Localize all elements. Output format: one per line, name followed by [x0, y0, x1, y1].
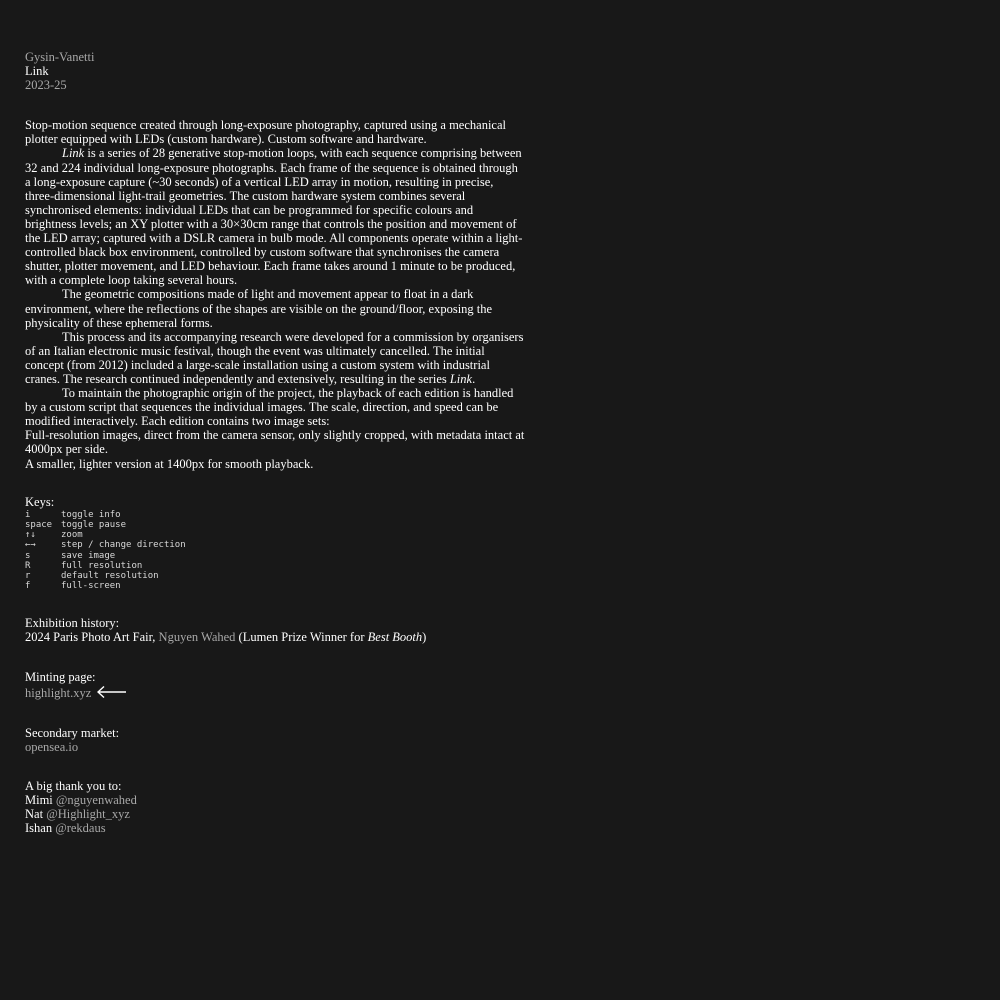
minting-row — [25, 686, 127, 700]
minting-section — [25, 670, 525, 700]
artist-name: Gysin-Vanetti — [25, 50, 95, 64]
key-action: save image — [61, 550, 116, 561]
key-row — [25, 510, 525, 520]
thanks-handle-link[interactable]: @nguyenwahed — [55, 793, 137, 807]
exhibition-mid: (Lumen Prize Winner for — [235, 630, 368, 645]
thanks-name: Mimi — [25, 793, 53, 807]
key-action: toggle info — [61, 509, 121, 520]
key-action: full-screen — [61, 581, 121, 592]
minting-link[interactable]: highlight.xyz — [25, 685, 92, 700]
description-paragraph-1 — [25, 146, 525, 287]
description-paragraph-4: To maintain the photographic origin of the project, the playback of each edition is handled by a custom script that sequences the individual images. The scale, direction, and speed can be modified interactively. Each edition contains two image sets: — [25, 386, 514, 429]
artwork-title: Link — [25, 64, 49, 79]
key-action: step / change direction — [61, 540, 186, 551]
key-name: i — [25, 509, 31, 520]
secondary-market-section — [25, 726, 525, 754]
thanks-name: Nat — [25, 807, 44, 822]
keys-section — [25, 495, 525, 592]
thanks-list — [25, 793, 525, 835]
keys-title: Keys: — [25, 494, 55, 509]
thanks-handle-link[interactable]: @Highlight_xyz — [46, 807, 130, 822]
key-action: full resolution — [61, 560, 143, 571]
info-panel — [25, 50, 525, 835]
exhibition-prefix: 2024 Paris Photo Art Fair, — [25, 630, 159, 645]
image-set-1: Full-resolution images, direct from the camera sensor, only slightly cropped, with metadata intact at 4000px per side. — [25, 428, 525, 457]
header — [25, 50, 525, 92]
series-title-italic: Link — [62, 146, 85, 161]
key-action: zoom — [61, 530, 83, 541]
description-paragraph-2: The geometric compositions made of light and movement appear to float in a dark environment, where the reflections of the shapes are visible on the ground/floor, exposing the physicality of these ephemeral forms. — [25, 287, 493, 330]
description-paragraph-3-text: This process and its accompanying research were developed for a commission by organisers of an Italian electronic music festival, though the event was ultimately cancelled. The initial concept (from 2012) included a large-scale installation using a custom system with industrial cranes. The research continued independently and extensively, resulting in the series — [25, 329, 524, 386]
arrow-left-icon — [97, 686, 127, 698]
key-name: f — [25, 581, 31, 592]
gallery-link[interactable]: Nguyen Wahed — [158, 630, 236, 645]
key-row — [25, 561, 525, 571]
key-row — [25, 540, 525, 550]
thanks-row — [25, 821, 525, 835]
key-name: R — [25, 560, 31, 571]
series-title-italic-2: Link — [449, 371, 473, 386]
image-set-2: A smaller, lighter version at 1400px for smooth playback. — [25, 456, 314, 471]
thanks-row — [25, 793, 525, 807]
award-title: Best Booth — [367, 630, 423, 645]
artwork-years: 2023-25 — [25, 78, 67, 93]
description-paragraph-3 — [25, 330, 525, 386]
key-action: default resolution — [61, 570, 159, 581]
exhibition-section — [25, 616, 525, 644]
key-name: space — [25, 519, 53, 530]
thanks-section — [25, 779, 525, 835]
keys-list — [25, 510, 525, 592]
thanks-row — [25, 807, 525, 821]
minting-title: Minting page: — [25, 669, 96, 684]
description-paragraph-3-end: . — [472, 371, 476, 386]
key-name: r — [25, 570, 31, 581]
description-paragraph-1-text: is a series of 28 generative stop-motion loops, with each sequence comprising between 32 and 224 individual long-exposure photographs. Each frame of the sequence is obtained through a long-exposure capture (~30 seconds) of a vertical LED array in motion, resulting in precise, three-dimensional light-trail geometries. The custom hardware system combines several synchronised elements: individual LEDs that can be programmed for specific colours and brightness levels; an XY plotter with a 30×30cm range that controls the position and movement of the LED array; captured with a DSLR camera in bulb mode. All components operate within a light-controlled black box environment, controlled by custom software that synchronises the camera shutter, plotter movement, and LED behaviour. Each frame takes around 1 minute to be produced, with a complete loop taking several hours. — [25, 146, 523, 288]
key-row — [25, 571, 525, 581]
exhibition-end: ) — [422, 630, 427, 645]
key-name: ←→ — [25, 540, 36, 551]
secondary-market-title: Secondary market: — [25, 725, 120, 740]
thanks-handle-link[interactable]: @rekdaus — [55, 821, 106, 836]
exhibition-entry — [25, 630, 525, 644]
key-name: s — [25, 550, 31, 561]
key-row — [25, 551, 525, 561]
key-row — [25, 530, 525, 540]
thanks-name: Ishan — [25, 821, 53, 836]
description — [25, 118, 525, 470]
thanks-title: A big thank you to: — [25, 778, 122, 793]
key-row — [25, 581, 525, 591]
key-row — [25, 520, 525, 530]
key-name: ↑↓ — [25, 530, 36, 541]
summary-text: Stop-motion sequence created through long-exposure photography, captured using a mechanical plotter equipped with LEDs (custom hardware). Custom software and hardware. — [25, 118, 506, 147]
exhibition-title: Exhibition history: — [25, 616, 120, 631]
opensea-link[interactable]: opensea.io — [25, 739, 79, 754]
key-action: toggle pause — [61, 519, 127, 530]
